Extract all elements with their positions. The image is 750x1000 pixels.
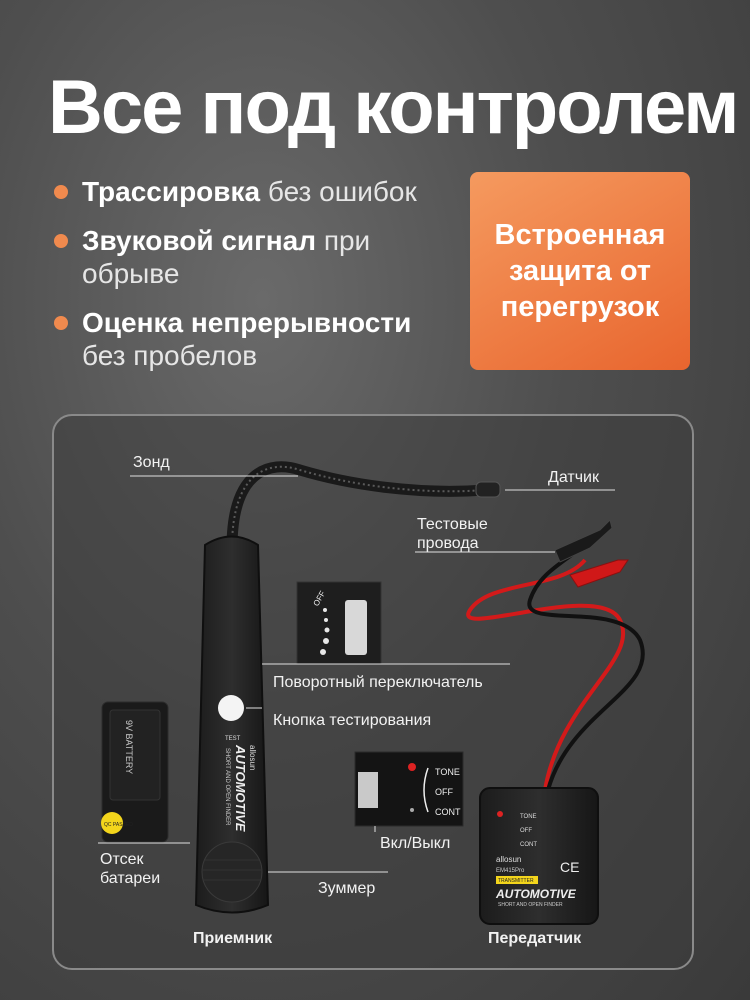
label-probe: Зонд (133, 454, 170, 471)
page-title: Все под контролем (48, 65, 738, 150)
receiver-test-label: TEST (225, 736, 241, 742)
receiver-brand-text: allosun (248, 745, 257, 771)
switch-off-label: OFF (311, 589, 328, 608)
label-battery: Отсек батареи (100, 851, 161, 887)
label-sensor: Датчик (548, 469, 599, 486)
sensor-tip (476, 482, 500, 497)
battery-text: 9V BATTERY (124, 720, 134, 775)
svg-text:OFF: OFF (435, 787, 453, 797)
label-receiver: Приемник (193, 930, 273, 947)
test-button-icon (218, 695, 244, 721)
svg-text:EM415Pro: EM415Pro (496, 868, 525, 874)
rotary-switch-inset (297, 582, 381, 664)
ce-mark: CE (560, 859, 580, 875)
feature-strong: Звуковой сигнал (82, 225, 317, 256)
label-on-off: Вкл/Выкл (380, 835, 451, 852)
svg-text:TONE: TONE (435, 767, 460, 777)
feature-rest: без ошибок (260, 176, 417, 207)
svg-text:CONT: CONT (520, 842, 537, 848)
label-buzzer: Зуммер (318, 880, 376, 897)
overload-protection-callout: Встроенная защита от перегрузок (470, 172, 690, 370)
svg-text:QC PASSED: QC PASSED (104, 822, 133, 828)
test-lead-red (468, 560, 623, 790)
svg-text:SHORT AND OPEN FINDER: SHORT AND OPEN FINDER (498, 902, 563, 908)
svg-text:TRANSMITTER: TRANSMITTER (498, 878, 534, 884)
label-test-button: Кнопка тестирования (273, 712, 432, 729)
receiver-sub-text: SHORT AND OPEN FINDER (224, 748, 230, 826)
transmitter-automotive: AUTOMOTIVE (496, 887, 576, 901)
feature-strong: Трассировка (82, 176, 261, 207)
label-transmitter: Передатчик (488, 930, 582, 947)
buzzer-grille (202, 842, 262, 902)
transmitter-brand: allosun (496, 855, 522, 864)
svg-text:TONE: TONE (520, 814, 537, 820)
feature-strong: Оценка непрерывности (82, 307, 412, 338)
feature-rest: при обрыве (82, 225, 371, 289)
feature-rest: без пробелов (82, 340, 258, 371)
receiver-automotive-text: AUTOMOTIVE (233, 745, 248, 832)
label-rotary-switch: Поворотный переключатель (273, 674, 483, 691)
label-test-leads: Тестовые провода (417, 516, 488, 552)
svg-text:OFF: OFF (520, 828, 532, 834)
svg-text:CONT: CONT (435, 807, 461, 817)
alligator-clip-black (555, 520, 612, 562)
